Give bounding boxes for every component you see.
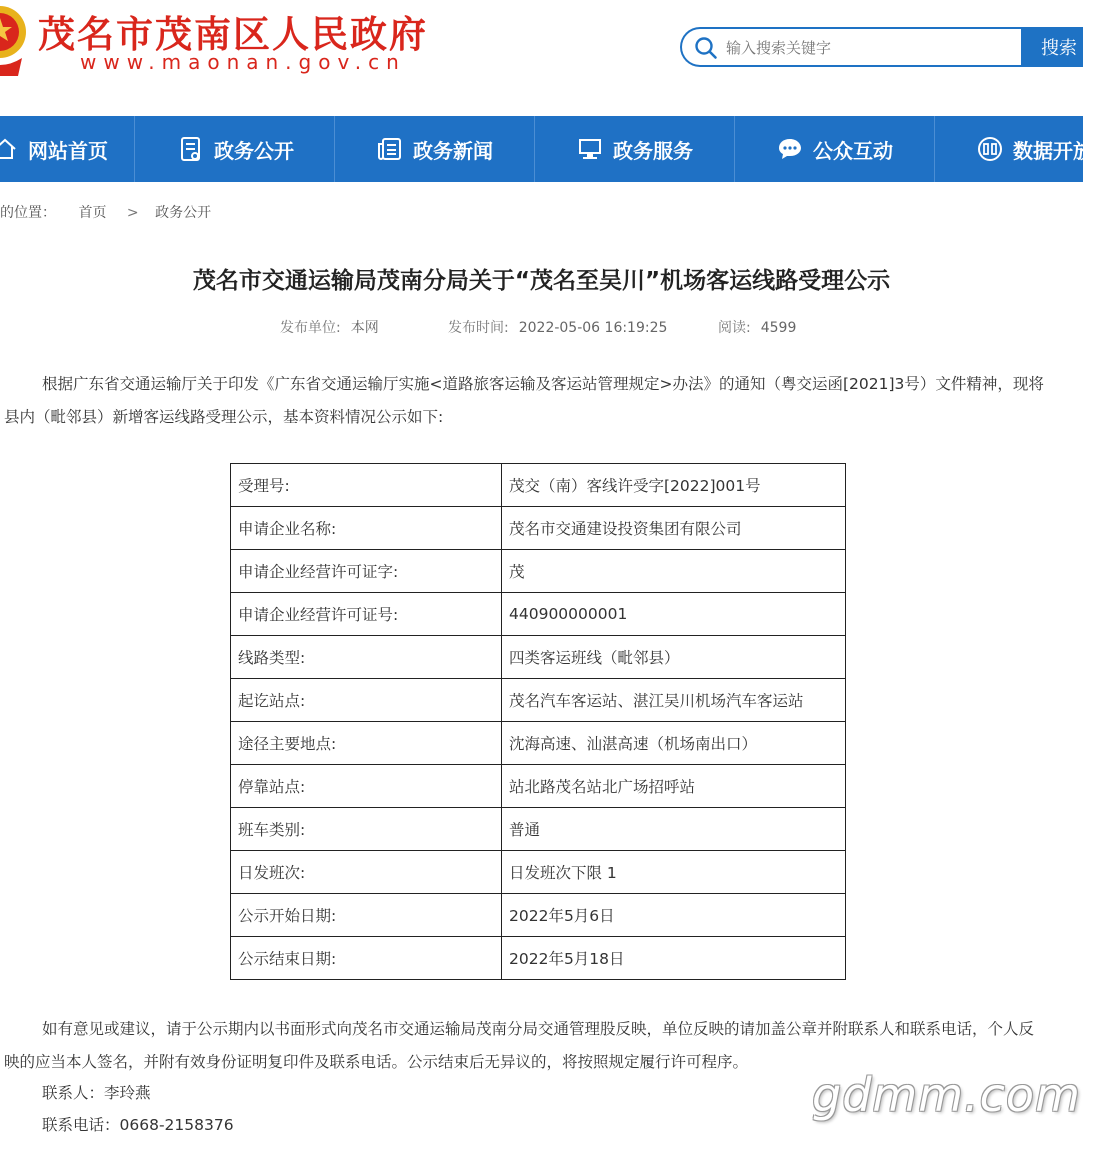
table-cell-label: 申请企业名称: — [231, 507, 502, 550]
meta-views-value: 4599 — [760, 320, 797, 336]
intro-line-2: 县内（毗邻县）新增客运线路受理公示，基本资料情况公示如下: — [4, 408, 444, 426]
table-row — [231, 808, 846, 851]
nav-divider — [134, 116, 135, 182]
search-input[interactable] — [726, 37, 1006, 59]
meta-publisher-label: 发布单位: — [280, 320, 341, 336]
table-row — [231, 550, 846, 593]
table-cell-value: 2022年5月18日 — [502, 937, 846, 980]
table-row — [231, 679, 846, 722]
chat-icon — [777, 136, 803, 162]
table-cell-value: 沈海高速、汕湛高速（机场南出口） — [502, 722, 846, 765]
breadcrumb-prefix: 的位置： — [0, 205, 56, 221]
national-emblem-icon — [0, 0, 28, 78]
closing-line-1: 如有意见或建议，请于公示期内以书面形式向茂名市交通运输局茂南分局交通管理股反映，单位反映的请加盖公章并附联系人和联系电话，个人反 — [42, 1020, 1035, 1038]
nav-label: 数据开放 — [1013, 138, 1093, 163]
search-button[interactable]: 搜索 — [1021, 27, 1083, 67]
table-row — [231, 464, 846, 507]
table-row — [231, 636, 846, 679]
table-cell-label: 停靠站点: — [231, 765, 502, 808]
table-cell-value: 茂名汽车客运站、湛江吴川机场汽车客运站 — [502, 679, 846, 722]
document-icon — [178, 136, 204, 162]
nav-item-home[interactable] — [0, 116, 108, 182]
meta-publisher — [280, 317, 379, 337]
table-cell-label: 班车类别: — [231, 808, 502, 851]
intro-paragraph — [4, 368, 1083, 434]
table-cell-value: 普通 — [502, 808, 846, 851]
nav-divider — [534, 116, 535, 182]
table-row — [231, 722, 846, 765]
table-cell-value: 440900000001 — [502, 593, 846, 636]
nav-item-services[interactable] — [577, 116, 693, 182]
table-row — [231, 851, 846, 894]
meta-publisher-value: 本网 — [350, 320, 379, 336]
watermark: gdmm.com — [812, 1068, 1081, 1122]
table-cell-value: 茂名市交通建设投资集团有限公司 — [502, 507, 846, 550]
nav-divider — [734, 116, 735, 182]
info-table — [230, 463, 846, 980]
contact-person: 联系人：李玲燕 — [42, 1084, 151, 1102]
table-cell-value: 四类客运班线（毗邻县） — [502, 636, 846, 679]
meta-time-label: 发布时间: — [448, 320, 509, 336]
table-row — [231, 765, 846, 808]
article-title: 茂名市交通运输局茂南分局关于“茂名至吴川”机场客运线路受理公示 — [192, 268, 891, 294]
site-url: www.maonan.gov.cn — [80, 50, 406, 74]
nav-item-interaction[interactable] — [777, 116, 893, 182]
table-cell-label: 途径主要地点: — [231, 722, 502, 765]
table-cell-label: 起讫站点: — [231, 679, 502, 722]
nav-item-news[interactable] — [377, 116, 493, 182]
breadcrumb — [0, 202, 215, 222]
home-icon — [0, 136, 18, 162]
table-row — [231, 593, 846, 636]
nav-item-open-data[interactable] — [977, 116, 1093, 182]
breadcrumb-home[interactable]: 首页 — [78, 205, 107, 221]
site-title[interactable]: 茂名市茂南区人民政府 — [38, 13, 428, 56]
nav-label: 政务公开 — [214, 138, 294, 163]
search-icon — [694, 36, 718, 60]
meta-time-value: 2022-05-06 16:19:25 — [518, 320, 668, 336]
nav-divider — [934, 116, 935, 182]
meta-views — [718, 317, 796, 337]
table-cell-label: 受理号: — [231, 464, 502, 507]
nav-item-gov-affairs[interactable] — [178, 116, 294, 182]
table-cell-label: 申请企业经营许可证字: — [231, 550, 502, 593]
table-cell-value: 茂交（南）客线许受字[2022]001号 — [502, 464, 846, 507]
data-icon — [977, 136, 1003, 162]
meta-time — [448, 317, 667, 337]
breadcrumb-gov-affairs[interactable]: 政务公开 — [155, 205, 212, 221]
table-row — [231, 894, 846, 937]
chevron-right-icon: > — [126, 205, 139, 221]
table-cell-label: 公示结束日期: — [231, 937, 502, 980]
site-header — [0, 0, 1083, 116]
monitor-icon — [577, 136, 603, 162]
table-cell-label: 公示开始日期: — [231, 894, 502, 937]
table-row — [231, 937, 846, 980]
nav-label: 网站首页 — [28, 138, 108, 163]
meta-views-label: 阅读: — [718, 320, 751, 336]
table-cell-value: 2022年5月6日 — [502, 894, 846, 937]
nav-label: 政务新闻 — [413, 138, 493, 163]
closing-line-2: 映的应当本人签名，并附有效身份证明复印件及联系电话。公示结束后无异议的，将按照规定履行许可程序。 — [4, 1053, 749, 1071]
table-row — [231, 507, 846, 550]
table-cell-value: 茂 — [502, 550, 846, 593]
table-cell-value: 日发班次下限 1 — [502, 851, 846, 894]
main-nav — [0, 116, 1093, 182]
table-cell-label: 申请企业经营许可证号: — [231, 593, 502, 636]
table-cell-value: 站北路茂名站北广场招呼站 — [502, 765, 846, 808]
nav-divider — [334, 116, 335, 182]
nav-label: 公众互动 — [813, 138, 893, 163]
contact-phone: 联系电话：0668-2158376 — [42, 1116, 234, 1134]
table-cell-label: 日发班次: — [231, 851, 502, 894]
intro-line-1: 根据广东省交通运输厅关于印发《广东省交通运输厅实施<道路旅客运输及客运站管理规定>办法》的通知（粤交运函[2021]3号）文件精神，现将 — [42, 375, 1044, 393]
table-cell-label: 线路类型: — [231, 636, 502, 679]
nav-label: 政务服务 — [613, 138, 693, 163]
news-icon — [377, 136, 403, 162]
